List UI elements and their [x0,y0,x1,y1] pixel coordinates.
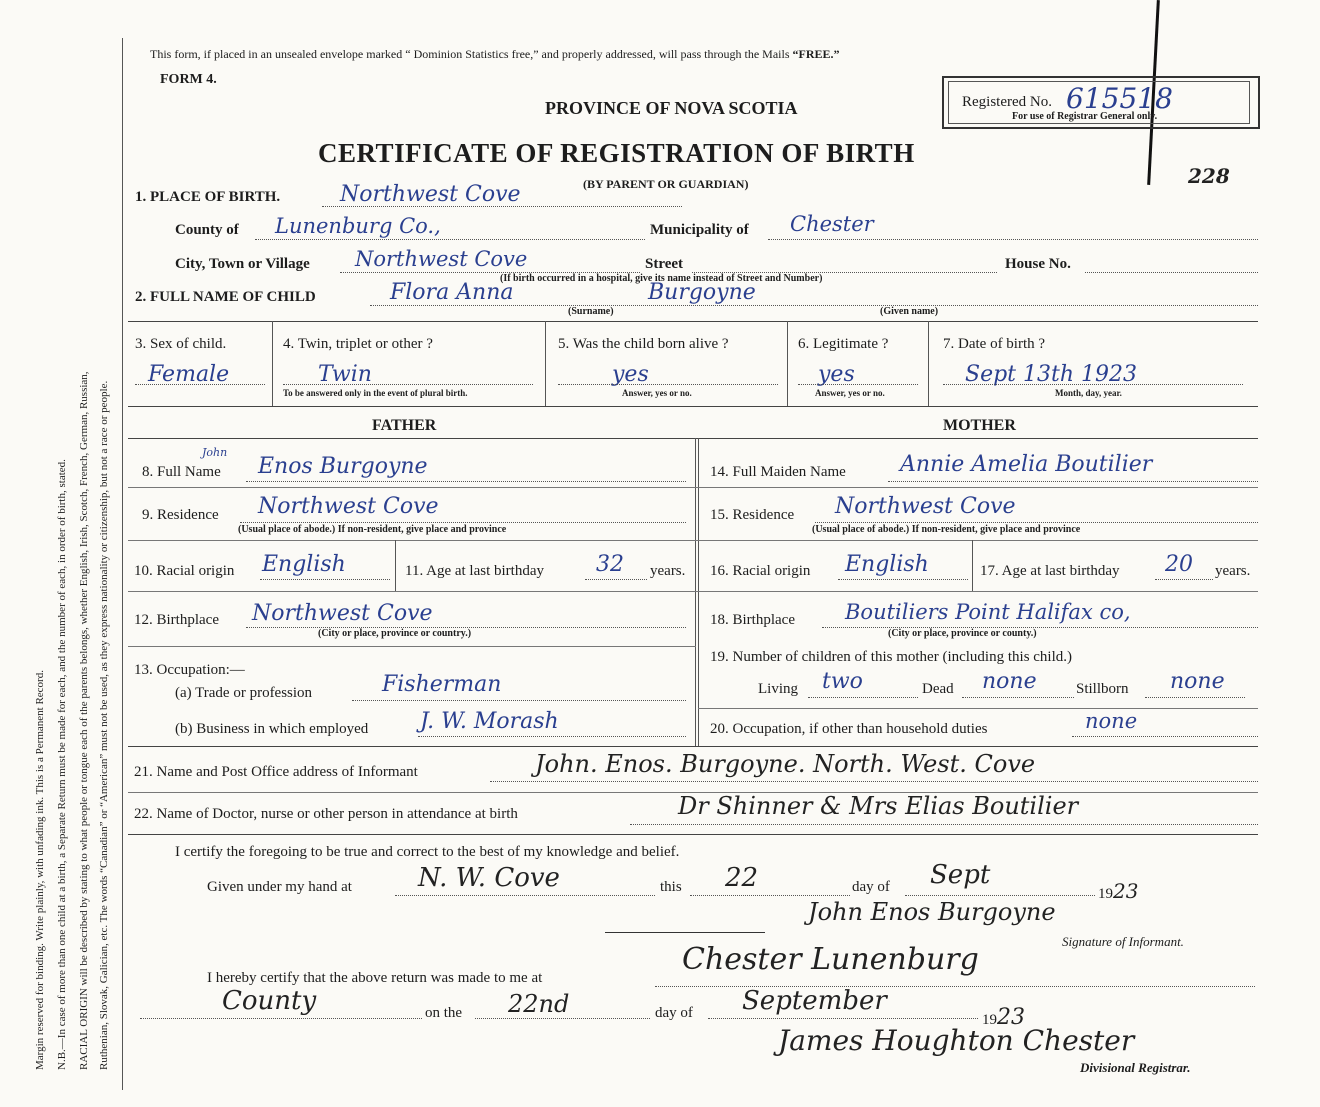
given-label: Given under my hand at [207,879,352,895]
registration-box [942,76,1260,129]
registered-label: Registered No. [962,94,1052,110]
city-label: City, Town or Village [175,256,310,272]
child-name-label: 2. FULL NAME OF CHILD [135,289,316,305]
hospital-note: (If birth occurred in a hospital, give its name instead of Street and Number) [500,273,823,284]
living-label: Living [758,681,798,697]
registrar-note: For use of Registrar General only. [1012,111,1158,122]
stillborn-label: Stillborn [1076,681,1129,697]
place-of-birth-value: Northwest Cove [340,182,521,207]
mother-residence-label: 15. Residence [710,507,795,523]
margin-note-1: Margin reserved for binding. Write plainly, with unfading ink. This is a Permanent Record. [34,670,46,1070]
mother-residence-value: Northwest Cove [835,494,1016,519]
mother-birthplace-value: Boutiliers Point Halifax co, [845,600,1131,624]
legitimate-label: 6. Legitimate ? [798,336,889,352]
mother-heading: MOTHER [943,417,1016,434]
informant-signature: John Enos Burgoyne [808,898,1056,926]
registrar-dayof-label: day of [655,1005,693,1021]
registrar-signature: James Houghton Chester [778,1024,1135,1057]
born-alive-label: 5. Was the child born alive ? [558,336,729,352]
registrar-year: 1923 [982,1005,1025,1030]
county-label: County of [175,222,239,238]
dead-value: none [982,669,1037,694]
child-surname: Burgoyne [648,280,756,305]
mother-children-label: 19. Number of children of this mother (including this child.) [710,649,1073,665]
certify-statement: I certify the foregoing to be true and correct to the best of my knowledge and belief. [175,844,680,860]
legitimate-note: Answer, yes or no. [815,388,885,398]
father-residence-value: Northwest Cove [258,494,439,519]
twin-label: 4. Twin, triplet or other ? [283,336,433,352]
twin-value: Twin [318,362,372,387]
registrar-county: County [222,986,317,1016]
dob-label: 7. Date of birth ? [943,336,1046,352]
dob-value: Sept 13th 1923 [965,362,1137,387]
form-number: FORM 4. [160,72,217,87]
margin-note-2: N.B.—In case of more than one child at a birth, a Separate Return must be made for each, and the number of each, in order of birth, stated. [56,459,68,1070]
father-heading: FATHER [372,417,437,434]
certificate-subtitle: (BY PARENT OR GUARDIAN) [583,177,749,191]
corner-mark: 228 [1188,164,1230,188]
sex-value: Female [148,362,230,387]
given-day: 22 [725,863,759,893]
binding-margin-line [122,38,123,1090]
mother-birthplace-note: (City or place, province or county.) [888,628,1037,639]
legitimate-value: yes [818,362,855,387]
father-birthplace-label: 12. Birthplace [134,612,219,628]
mother-age-label: 17. Age at last birthday [980,563,1120,579]
surname-note: (Surname) [568,306,614,317]
twin-note: To be answered only in the event of plural birth. [283,388,468,398]
mother-name-label: 14. Full Maiden Name [710,464,846,480]
registrar-place: Chester Lunenburg [682,942,979,977]
given-place: N. W. Cove [418,863,560,893]
registrar-day: 22nd [508,990,570,1018]
father-occupation-label: 13. Occupation:— [134,662,245,678]
registrar-statement: I hereby certify that the above return was made to me at [207,970,543,986]
child-given-name: Flora Anna [390,280,514,305]
mother-occupation-label: 20. Occupation, if other than household duties [710,721,988,737]
registered-number: 615518 [1066,82,1173,115]
city-value: Northwest Cove [355,247,528,271]
father-business-label: (b) Business in which employed [175,721,369,737]
sex-label: 3. Sex of child. [135,336,227,352]
mother-age-unit: years. [1215,563,1251,579]
father-racial-value: English [262,552,346,577]
informant-label: 21. Name and Post Office address of Informant [134,764,418,780]
mother-racial-value: English [845,552,929,577]
street-label: Street [645,256,684,272]
mail-notice: This form, if placed in an unsealed envelope marked “ Dominion Statistics free,” and properly addressed, will pass through the Mails “FREE.” [150,47,840,61]
father-age-value: 32 [596,552,624,577]
given-year: 1923 [1098,879,1139,903]
doctor-value: Dr Shinner & Mrs Elias Boutilier [678,792,1079,820]
mother-birthplace-label: 18. Birthplace [710,612,795,628]
county-value: Lunenburg Co., [275,214,441,238]
father-racial-label: 10. Racial origin [134,563,235,579]
born-alive-note: Answer, yes or no. [622,388,692,398]
father-name-value: Enos Burgoyne [258,454,428,479]
registrar-on-the-label: on the [425,1005,463,1021]
father-residence-note: (Usual place of abode.) If non-resident, give place and province [238,524,507,535]
mother-occupation-value: none [1085,709,1138,733]
mother-name-value: Annie Amelia Boutilier [900,452,1153,477]
dob-note: Month, day, year. [1055,388,1122,398]
given-month: Sept [930,860,991,890]
stillborn-value: none [1170,669,1225,694]
father-age-label: 11. Age at last birthday [405,563,544,579]
living-value: two [822,669,863,694]
dead-label: Dead [922,681,954,697]
father-name-label: 8. Full Name [142,464,221,480]
place-of-birth-label: 1. PLACE OF BIRTH. [135,189,281,205]
margin-note-4: Ruthenian, Slovak, Galician, etc. The words “Canadian” or “American” must not be used, as they express nationality or citizenship, but not a race or people. [98,380,110,1070]
municipality-label: Municipality of [650,222,749,238]
house-label: House No. [1005,256,1071,272]
father-residence-label: 9. Residence [142,507,219,523]
father-business-value: J. W. Morash [420,709,559,734]
municipality-value: Chester [790,212,874,236]
doctor-label: 22. Name of Doctor, nurse or other person in attendance at birth [134,806,518,822]
father-birthplace-note: (City or place, province or country.) [318,628,472,639]
given-dayof-label: day of [852,879,890,895]
given-this-label: this [660,879,682,895]
mother-racial-label: 16. Racial origin [710,563,811,579]
informant-value: John. Enos. Burgoyne. North. West. Cove [535,750,1036,778]
mother-residence-note: (Usual place of abode.) If non-resident, give place and province [812,524,1081,535]
registrar-month: September [742,986,887,1016]
certificate-title: CERTIFICATE OF REGISTRATION OF BIRTH [318,138,915,168]
father-trade-value: Fisherman [382,672,502,697]
given-name-note: (Given name) [880,306,939,317]
father-age-unit: years. [650,563,686,579]
informant-signature-caption: Signature of Informant. [1062,934,1184,949]
registrar-caption: Divisional Registrar. [1080,1060,1191,1075]
father-birthplace-value: Northwest Cove [252,601,433,626]
mother-age-value: 20 [1165,552,1193,577]
born-alive-value: yes [612,362,649,387]
father-trade-label: (a) Trade or profession [175,685,313,701]
margin-note-3: RACIAL ORIGIN will be described by stating to what people or tongue each of the parents belongs, whether English, Irish, Scotch, French, German, Russian, [78,371,90,1070]
province-heading: PROVINCE OF NOVA SCOTIA [545,98,798,118]
father-name-prefix: John [202,446,228,459]
